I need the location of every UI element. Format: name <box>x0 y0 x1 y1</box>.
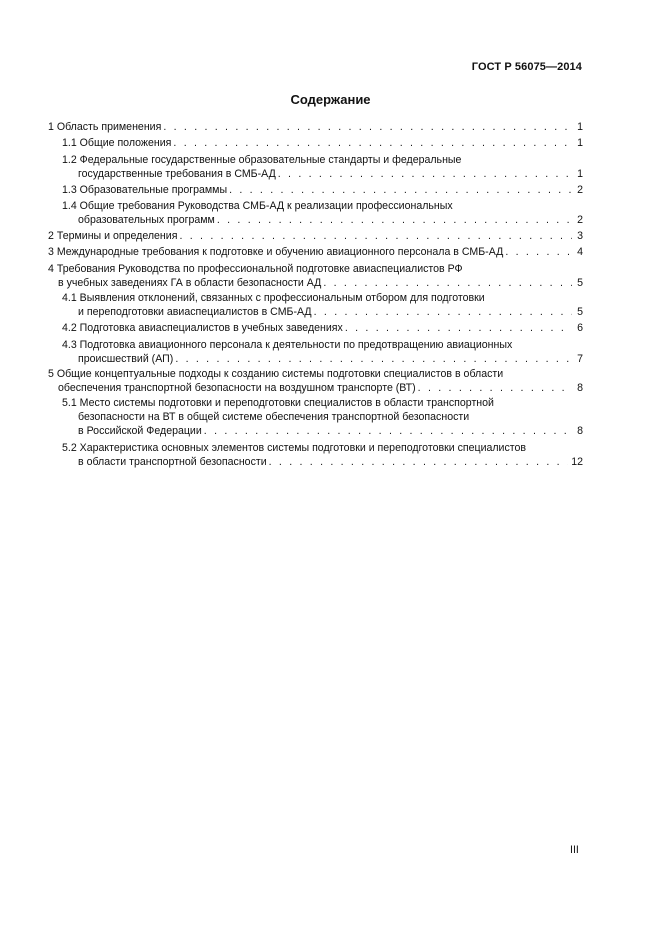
toc-entry-2[interactable] <box>48 229 583 243</box>
toc-dot-leader <box>345 321 572 335</box>
toc-entry-text-continued: безопасности на ВТ в общей системе обеспечения транспортной безопасности <box>78 411 470 423</box>
toc-entry-4-1[interactable] <box>62 291 583 319</box>
toc-entry-page: 5 <box>577 306 583 318</box>
toc-entry-text-continued: обеспечения транспортной безопасности на воздушном транспорте (ВТ) <box>58 382 416 394</box>
toc-entry-page: 1 <box>577 121 583 133</box>
toc-entry-4-3[interactable] <box>62 338 583 366</box>
toc-dot-leader <box>314 305 572 319</box>
toc-entry-text-continued: в Российской Федерации <box>78 425 202 437</box>
toc-entry-text-continued: государственные требования в СМБ-АД <box>78 168 276 180</box>
toc-entry-text-continued: в учебных заведениях ГА в области безопасности АД <box>58 277 322 289</box>
toc-entry-text: 4.1 Выявления отклонений, связанных с профессиональным отбором для подготовки <box>62 292 485 304</box>
toc-entry-text-continued: образовательных программ <box>78 214 215 226</box>
toc-title: Содержание <box>290 92 371 107</box>
toc-entry-text: 4.3 Подготовка авиационного персонала к деятельности по предотвращению авиационных <box>62 339 513 351</box>
toc-dot-leader <box>163 120 572 134</box>
toc-entry-5[interactable] <box>48 367 583 395</box>
toc-entry-page: 2 <box>577 214 583 226</box>
toc-entry-page: 12 <box>571 456 583 468</box>
toc-entry-page: 5 <box>577 277 583 289</box>
toc-entry-1-1[interactable] <box>62 136 583 150</box>
toc-entry-4-2[interactable] <box>62 321 583 335</box>
toc-entry-page: 4 <box>577 246 583 258</box>
toc-entry-text: 1.1 Общие положения <box>62 137 172 149</box>
toc-entry-page: 6 <box>577 322 583 334</box>
document-code: ГОСТ Р 56075—2014 <box>471 61 582 73</box>
toc-entry-1-3[interactable] <box>62 183 583 197</box>
toc-dot-leader <box>173 136 572 150</box>
toc-entry-1[interactable] <box>48 120 583 134</box>
toc-dot-leader <box>278 167 572 181</box>
toc-entry-text: 1.2 Федеральные государственные образовательные стандарты и федеральные <box>62 154 462 166</box>
toc-entry-text: 3 Международные требования к подготовке и обучению авиационного персонала в СМБ-АД <box>48 246 504 258</box>
toc-entry-5-1[interactable] <box>62 396 583 438</box>
toc-entry-text-continued: и переподготовки авиаспециалистов в СМБ-АД <box>78 306 312 318</box>
toc-entry-1-2[interactable] <box>62 153 583 181</box>
toc-dot-leader <box>269 455 569 469</box>
toc-entry-page: 8 <box>577 425 583 437</box>
toc-dot-leader <box>505 245 572 259</box>
toc-dot-leader <box>418 381 572 395</box>
toc-entry-page: 1 <box>577 137 583 149</box>
toc-entry-text: 5 Общие концептуальные подходы к созданию системы подготовки специалистов в области <box>48 368 504 380</box>
toc-entry-page: 2 <box>577 184 583 196</box>
toc-dot-leader <box>204 424 572 438</box>
toc-entry-page: 8 <box>577 382 583 394</box>
toc-entry-page: 3 <box>577 230 583 242</box>
toc-entry-page: 1 <box>577 168 583 180</box>
toc-entry-5-2[interactable] <box>62 441 583 469</box>
toc-entry-text-continued: в области транспортной безопасности <box>78 456 267 468</box>
toc-dot-leader <box>229 183 572 197</box>
toc-entry-1-4[interactable] <box>62 199 583 227</box>
toc-entry-4[interactable] <box>48 262 583 290</box>
toc-dot-leader <box>175 352 572 366</box>
toc-entry-page: 7 <box>577 353 583 365</box>
toc-entry-text-continued: происшествий (АП) <box>78 353 174 365</box>
toc-entry-text: 1.3 Образовательные программы <box>62 184 228 196</box>
toc-dot-leader <box>217 213 572 227</box>
page-number: III <box>570 844 579 856</box>
toc-entry-text: 2 Термины и определения <box>48 230 178 242</box>
toc-dot-leader <box>323 276 572 290</box>
toc-entry-text: 5.2 Характеристика основных элементов системы подготовки и переподготовки специалистов <box>62 442 527 454</box>
toc-entry-text: 1.4 Общие требования Руководства СМБ-АД к реализации профессиональных <box>62 200 453 212</box>
toc-entry-text: 5.1 Место системы подготовки и переподготовки специалистов в области транспортной <box>62 397 494 409</box>
toc-dot-leader <box>179 229 572 243</box>
toc-entry-text: 1 Область применения <box>48 121 162 133</box>
toc-entry-text: 4.2 Подготовка авиаспециалистов в учебных заведениях <box>62 322 343 334</box>
toc-entry-text: 4 Требования Руководства по профессиональной подготовке авиаспециалистов РФ <box>48 263 463 275</box>
toc-entry-3[interactable] <box>48 245 583 259</box>
